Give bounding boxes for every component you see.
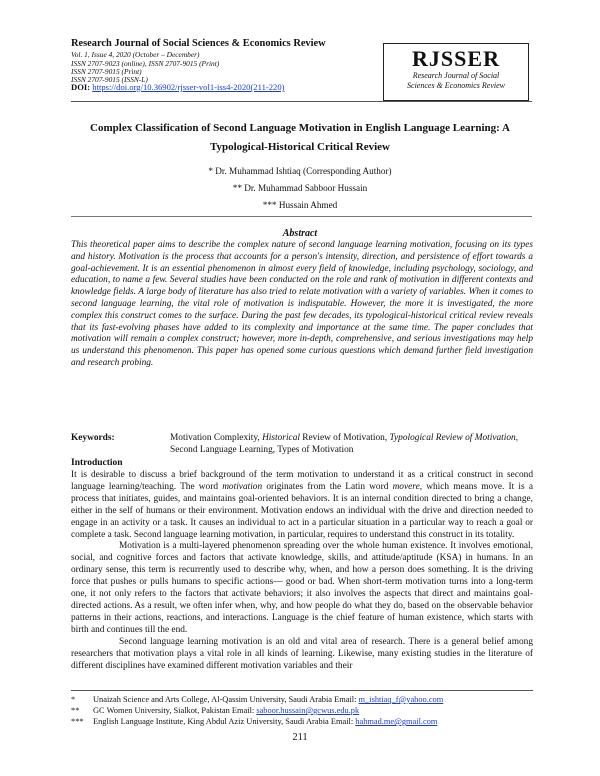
doi-link[interactable]: https://doi.org/10.36902/rjsser-vol1-iss4-2020(211-220) <box>92 82 285 92</box>
intro-p1-em-movere: movere <box>392 481 420 492</box>
footnote-3-email[interactable]: hahmad.me@gmail.com <box>355 717 438 726</box>
logo-subtitle-1: Research Journal of Social <box>412 71 500 80</box>
paper-title-line-1: Complex Classification of Second Language Motivation in English Language Learning: A <box>90 122 510 134</box>
doi-line <box>71 82 285 92</box>
keyword-2-italic: Historical <box>262 433 300 443</box>
journal-volume: Vol. 1, Issue 4, 2020 (October – December) <box>71 50 200 59</box>
footnote-2-mark: ** <box>71 706 80 715</box>
intro-paragraph-2: Motivation is a multi-layered phenomenon spreading over the whole human existence. It involves emotional, social, and cognitive forces and factors that activate knowledge, skills, and attitude/aptitude (KSA) in humans. In an ordinary sense, this term is recurrently used to describe why, when, and how a person does something. It is the driving force that pushes or pulls humans to specific actions— good or bad. When short-term motivation turns into a long-term one, it not only refers to the factors that activate behaviors; it also involves the aspects that direct and maintains goal-directed actions. As a result, we often infer when, why, and how people do what they do, based on the observable behavior patterns in their actions, reactions, and interactions. Language is the chief feature of human existence, which starts with birth and continues till the end. <box>71 541 533 635</box>
introduction-heading: Introduction <box>71 458 123 468</box>
intro-p1-part-a: It is desirable to discuss a brief background of the term motivation to understand it as a critical construct in second language learning/teaching. The word <box>71 470 533 492</box>
author-3: *** Hussain Ahmed <box>262 200 338 210</box>
journal-issn-online: ISSN 2707-9023 (online), ISSN 2707-9015 (Print) <box>71 59 220 68</box>
footnote-3 <box>71 717 533 727</box>
journal-title: Research Journal of Social Sciences & Economics Review <box>71 38 326 49</box>
footnote-2-text: GC Women University, Sialkot, Pakistan Email: <box>93 706 257 715</box>
page-number: 211 <box>292 732 308 743</box>
footnote-2 <box>71 706 533 716</box>
intro-paragraph-1 <box>71 470 533 541</box>
header-divider <box>71 101 532 102</box>
keyword-2-rest: Review of Motivation, <box>299 433 388 443</box>
keywords-text <box>170 433 533 457</box>
footnote-1-email[interactable]: m_ishtiaq_f@yahoo.com <box>358 695 444 704</box>
journal-header <box>71 38 531 98</box>
keyword-4: , Second Language Learning, Types of Motivation <box>170 433 519 455</box>
journal-issn-l: ISSN 2707-9015 (ISSN-L) <box>71 75 148 84</box>
abstract-text: This theoretical paper aims to describe the complex nature of second language learning motivation, focusing on its types and history. Motivation is the process that accounts for a person's intensity, direction, and persistence of effort towards a goal-achievement. It is an essential phenomenon in almost every field of knowledge, including psychology, sociology, and education, to name a few. Several studies have been conducted on the role and rank of motivation in different contexts and knowledge fields. A large body of literature has also tried to relate motivation with a variety of variables. When it comes to second language learning, the vital role of motivation is indisputable. However, the more it is investigated, the more complex this construct comes to the surface. During the past few decades, its typological-historical critical review reveals that its fast-evolving phases have added to its complexity and importance at the same time. The paper concludes that motivation will remain a complex construct; however, more in-depth, comprehensive, and serious investigations may help us understand this phenomenon. This paper has opened some curious questions which demand further field investigation and research probing. <box>71 240 533 368</box>
footnote-1-mark: * <box>71 695 76 704</box>
footnote-1-text: Unaizah Science and Arts College, Al-Qassim University, Saudi Arabia Email: <box>93 695 359 704</box>
footnote-3-text: English Language Institute, King Abdul Aziz University, Saudi Arabia Email: <box>93 717 356 726</box>
intro-p1-em-motivation: motivation <box>222 481 263 492</box>
journal-logo <box>383 43 529 101</box>
journal-issn-print: ISSN 2707-9015 (Print) <box>71 67 142 76</box>
author-1: * Dr. Muhammad Ishtiaq (Corresponding Author) <box>208 166 392 176</box>
intro-paragraph-3: Second language learning motivation is an old and vital area of research. There is a general belief among researchers that motivation plays a vital role in all kinds of learning. Likewise, many existing studies in the literature of different disciplines have examined different motivation variables and their <box>71 636 533 671</box>
authors-divider <box>71 216 532 217</box>
footnote-1 <box>71 695 533 705</box>
abstract-heading: Abstract <box>282 228 318 239</box>
paper-title-line-2: Typological-Historical Critical Review <box>209 141 391 153</box>
footnote-3-mark: *** <box>71 717 84 726</box>
intro-p1-part-c: , which means move. It is a process that initiates, guides, and maintains goal-oriented behaviors. It is an internal condition directed to bring a change, either in the self of humans or their environment. Motivation endows an individual with the drive and direction needed to engage in an activity or a task. It causes an individual to act in a particular situation in a particular way to reach a goal or complete a task. Second language learning motivation, in particular, requires to understand this construct in its totality. <box>71 481 533 540</box>
keyword-1: Motivation Complexity, <box>170 433 260 443</box>
author-2: ** Dr. Muhammad Sabboor Hussain <box>232 183 368 193</box>
footnote-2-email[interactable]: saboor.hussain@gcwus.edu.pk <box>256 706 360 715</box>
doi-label: DOI: <box>71 82 91 92</box>
logo-acronym: RJSSER <box>412 46 500 71</box>
keywords-label: Keywords: <box>71 433 115 443</box>
keyword-3-italic: Typological Review of Motivation <box>389 433 516 443</box>
logo-subtitle-2: Sciences & Economics Review <box>407 81 505 90</box>
introduction-body <box>71 470 533 672</box>
intro-p1-part-b: originates from the Latin word <box>262 481 393 492</box>
footnote-divider <box>71 690 533 691</box>
